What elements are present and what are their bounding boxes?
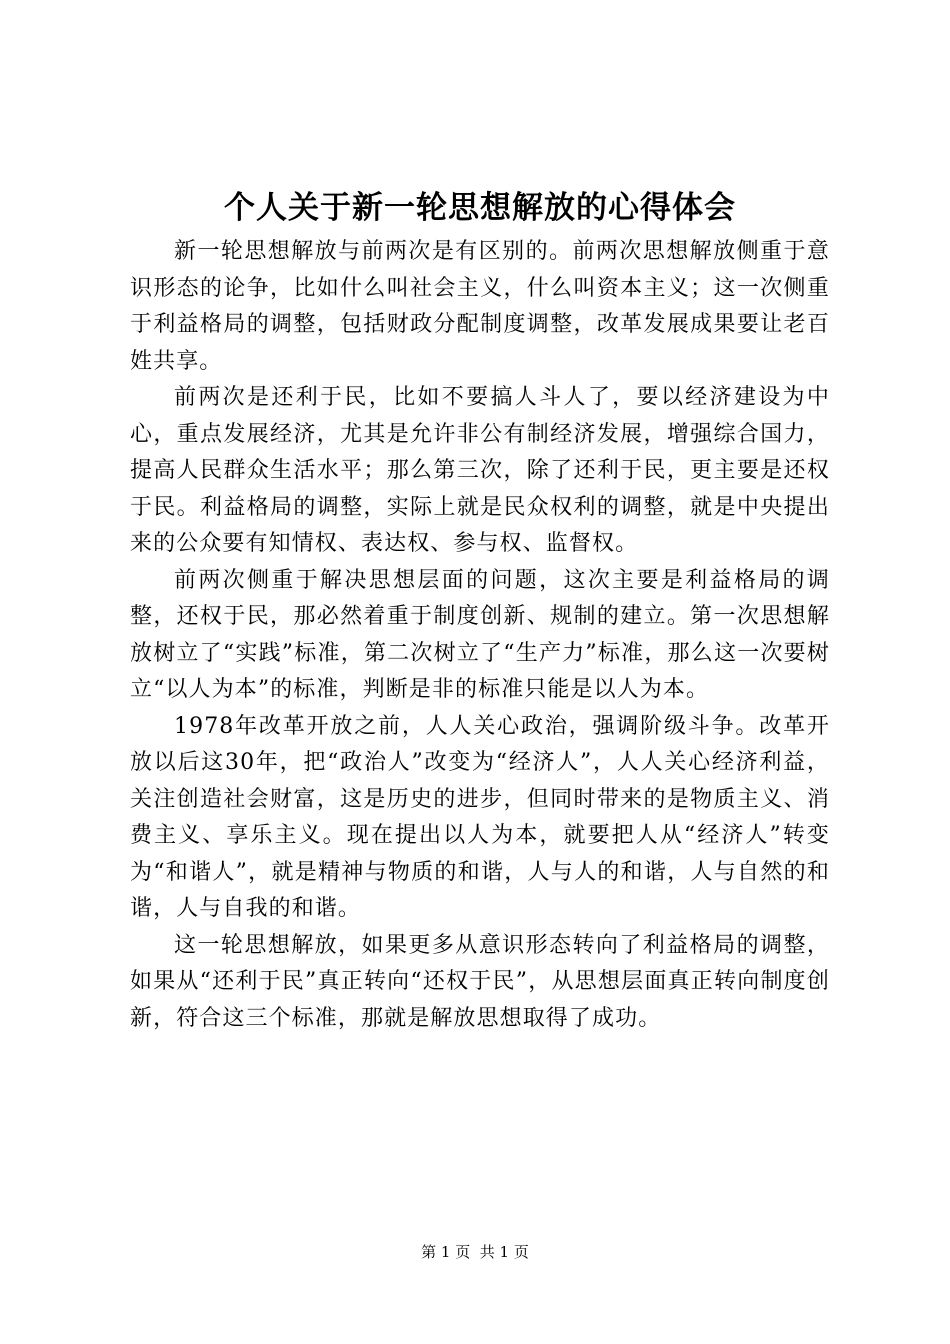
page-number: 第 1 页 共 1 页	[421, 1243, 529, 1261]
paragraph: 新一轮思想解放与前两次是有区别的。前两次思想解放侧重于意识形态的论争，比如什么叫社会主义，什么叫资本主义；这一次侧重于利益格局的调整，包括财政分配制度调整，改革发展成果要让老百姓共享。	[130, 239, 830, 374]
paragraph: 前两次是还利于民，比如不要搞人斗人了，要以经济建设为中心，重点发展经济，尤其是允许非公有制经济发展，增强综合国力，提高人民群众生活水平；那么第三次，除了还利于民，更主要是还权于民。利益格局的调整，实际上就是民众权利的调整，就是中央提出来的公众要有知情权、表达权、参与权、监督权。	[130, 385, 830, 556]
document-title: 个人关于新一轮思想解放的心得体会	[224, 190, 736, 226]
paragraph: 前两次侧重于解决思想层面的问题，这次主要是利益格局的调整，还权于民，那必然着重于制度创新、规制的建立。第一次思想解放树立了“实践”标准，第二次树立了“生产力”标准，那么这一次要树立“以人为本”的标准，判断是非的标准只能是以人为本。	[130, 567, 830, 702]
page-footer	[0, 1242, 950, 1262]
document-body	[130, 234, 830, 1037]
paragraph: 这一轮思想解放，如果更多从意识形态转向了利益格局的调整，如果从“还利于民”真正转向“还权于民”，从思想层面真正转向制度创新，符合这三个标准，那就是解放思想取得了成功。	[130, 932, 830, 1031]
paragraph: 1978年改革开放之前，人人关心政治，强调阶级斗争。改革开放以后这30年，把“政治人”改变为“经济人”，人人关心经济利益，关注创造社会财富，这是历史的进步，但同时带来的是物质主义、消费主义、享乐主义。现在提出以人为本，就要把人从“经济人”转变为“和谐人”，就是精神与物质的和谐，人与人的和谐，人与自然的和谐，人与自我的和谐。	[130, 713, 830, 921]
